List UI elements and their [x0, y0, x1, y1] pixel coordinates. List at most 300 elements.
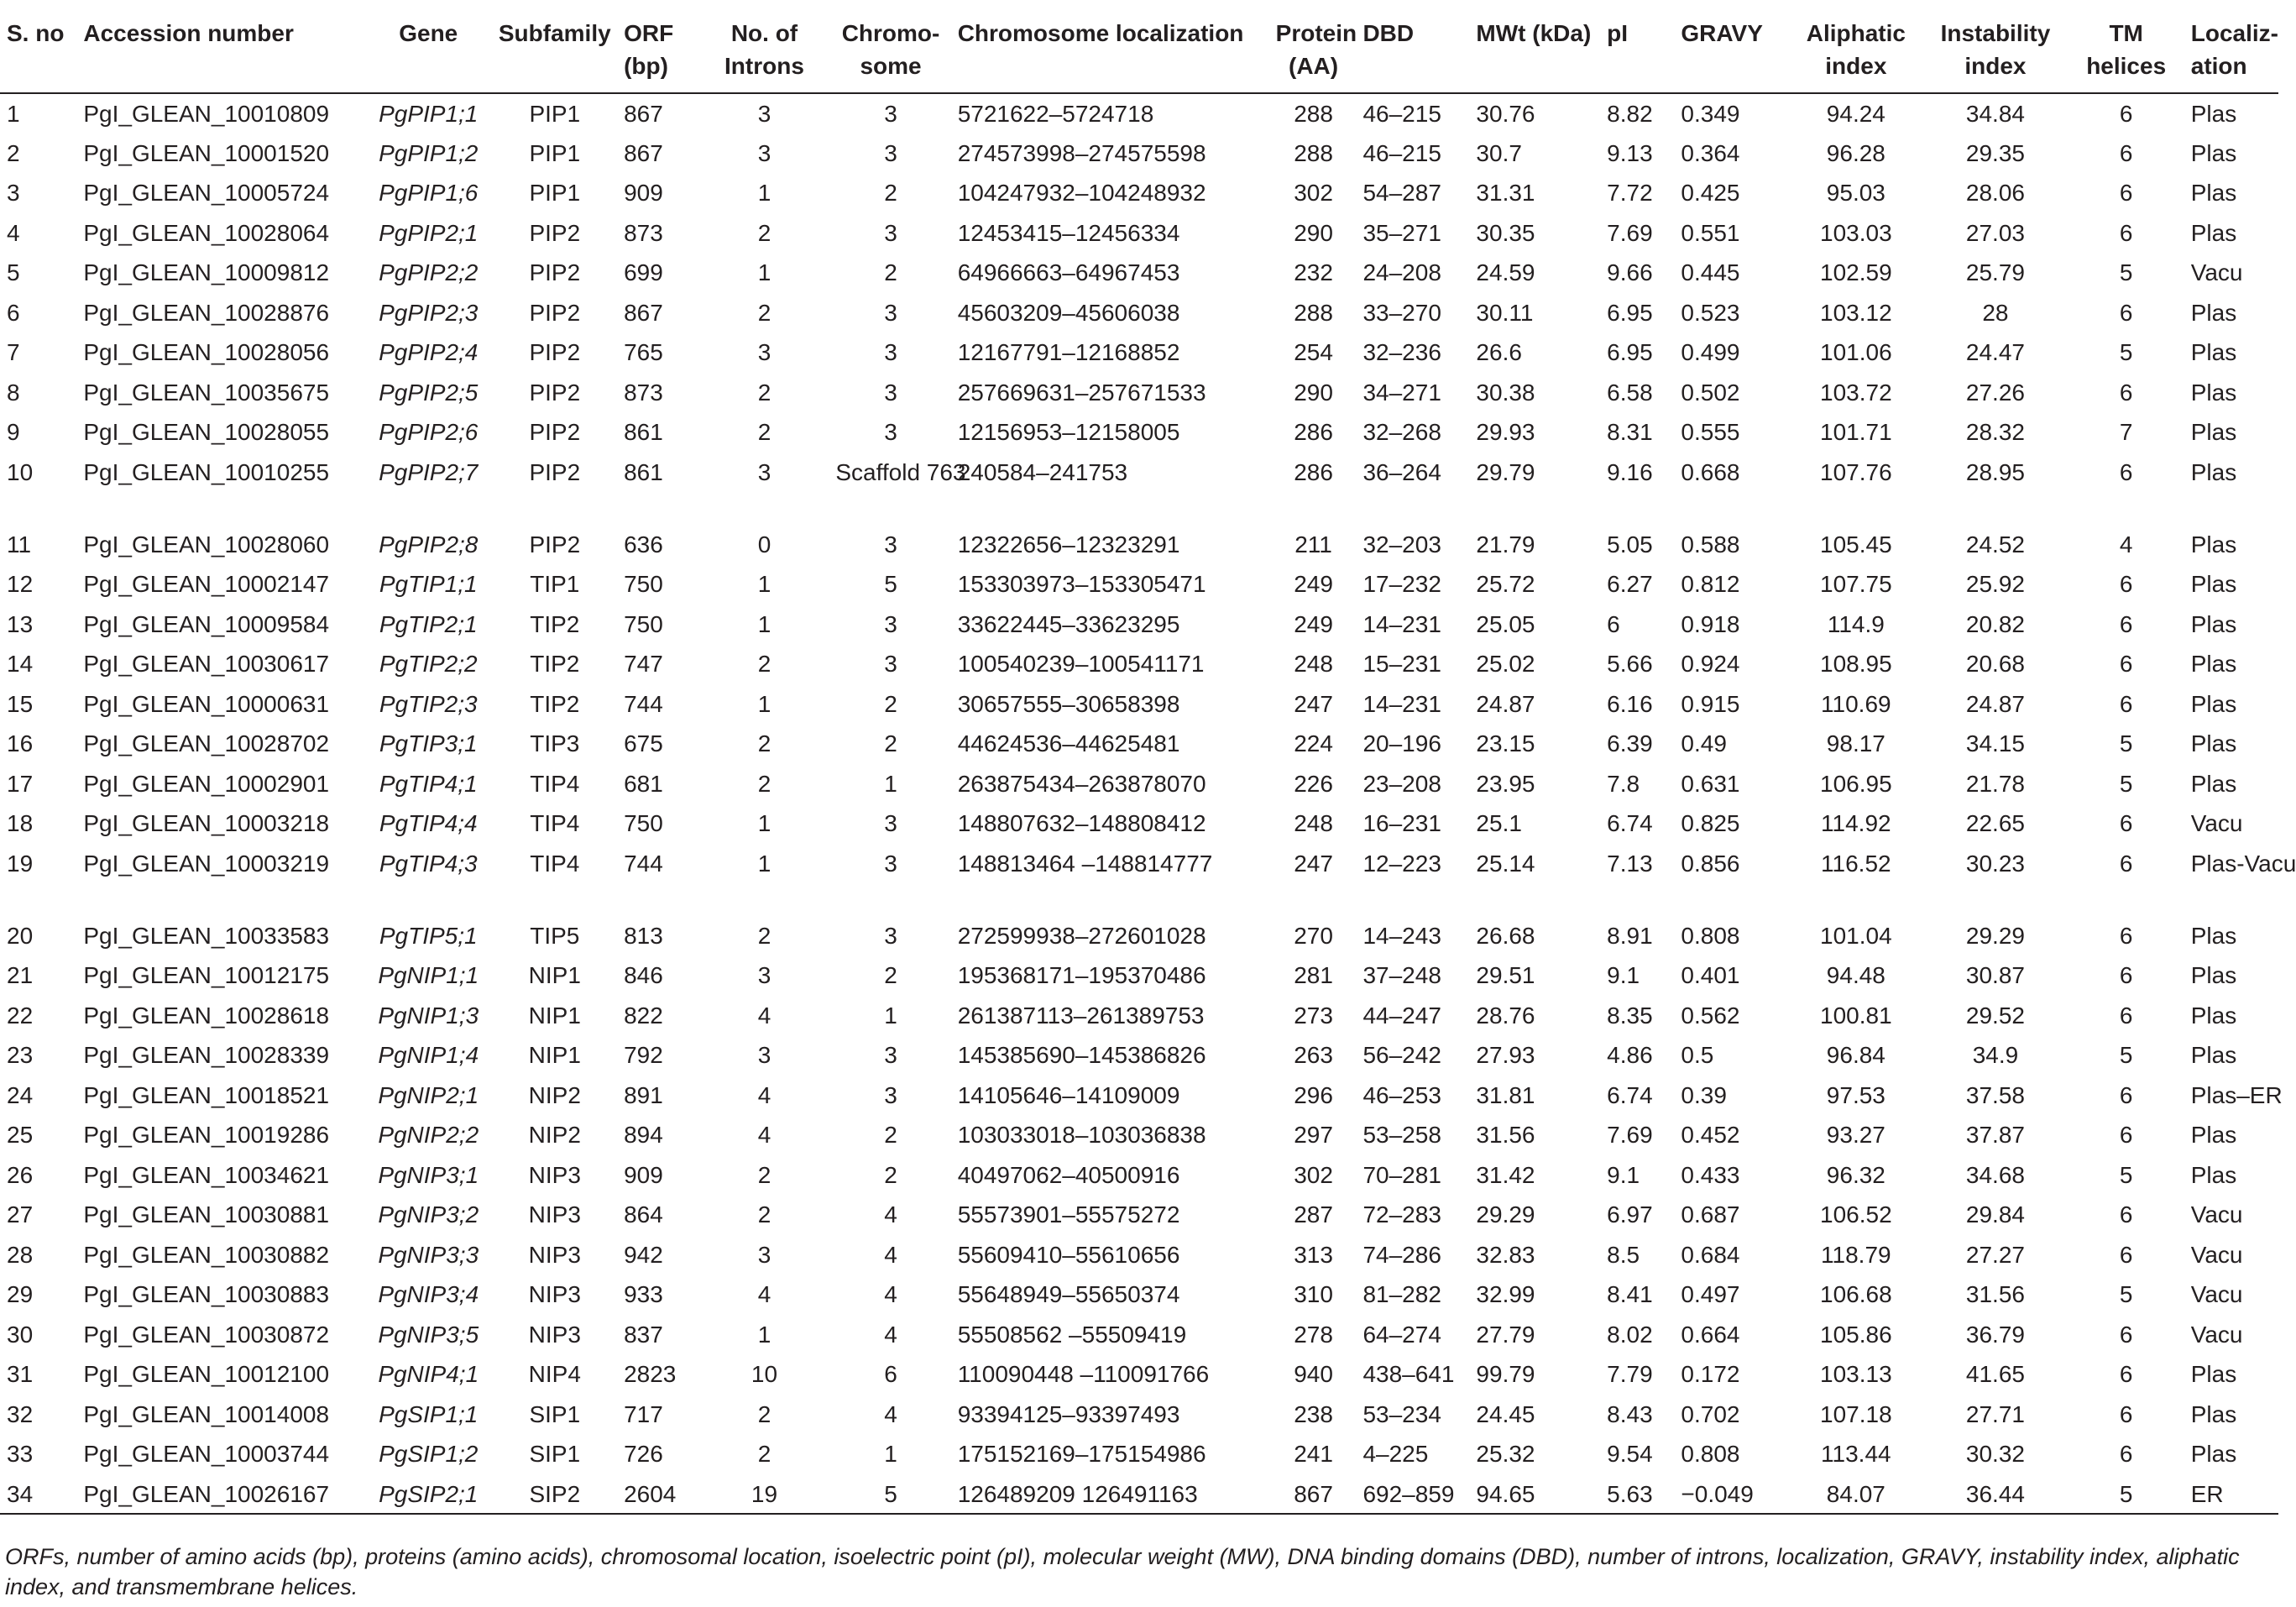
cell-acc: PgI_GLEAN_10012100	[83, 1361, 330, 1387]
cell-local: Vacu	[2190, 810, 2243, 836]
cell-mwt: 30.11	[1476, 299, 1534, 326]
cell-introns: 2	[757, 770, 771, 797]
cell-aliph: 107.18	[1820, 1400, 1892, 1427]
cell-pi: 8.35	[1607, 1002, 1653, 1029]
cell-acc: PgI_GLEAN_10028339	[83, 1042, 330, 1068]
table-row	[0, 764, 2278, 804]
cell-dbd: 20–196	[1362, 730, 1441, 756]
cell-mwt: 30.35	[1476, 219, 1535, 246]
table-row	[0, 93, 2278, 133]
cell-dbd: 72–283	[1362, 1201, 1441, 1227]
cell-loc: 126489209 126491163	[951, 1474, 1269, 1515]
cell-subfamily: NIP3	[528, 1321, 581, 1348]
cell-loc: 45603209–45606038	[957, 299, 1180, 326]
cell-subfamily: PIP1	[529, 101, 581, 127]
cell-local: Plas	[2190, 962, 2237, 988]
cell-gene: PgPIP2;3	[379, 299, 479, 326]
cell-loc: 100540239–100541171	[957, 651, 1205, 677]
cell-dbd: 33–270	[1362, 299, 1441, 326]
cell-orf: 861	[624, 458, 663, 485]
table-row	[0, 1474, 2278, 1515]
cell-aliph: 106.52	[1820, 1201, 1892, 1227]
cell-orf: 813	[624, 922, 663, 949]
cell-introns: 2	[757, 1441, 771, 1467]
cell-mwt: 23.95	[1476, 770, 1535, 797]
cell-chrom: 4	[884, 1241, 897, 1268]
cell-local: Vacu	[2190, 1241, 2243, 1268]
cell-acc: PgI_GLEAN_10028702	[83, 730, 330, 756]
cell-subfamily: PIP1	[529, 139, 581, 166]
cell-tm: 6	[2119, 299, 2133, 326]
cell-subfamily: SIP1	[529, 1441, 581, 1467]
cell-introns: 2	[757, 219, 771, 246]
cell-gravy: 0.684	[1681, 1241, 1740, 1268]
cell-sno: 2	[7, 139, 20, 166]
table-row	[0, 213, 2278, 254]
cell-mwt: 94.65	[1469, 1474, 1600, 1515]
cell-instab: 34.68	[1965, 1161, 2025, 1188]
cell-subfamily: NIP3	[528, 1281, 581, 1307]
cell-introns: 3	[757, 101, 771, 127]
cell-chrom: 4	[884, 1281, 897, 1307]
cell-instab: 27.26	[1965, 379, 2025, 406]
cell-gravy: 0.702	[1681, 1400, 1740, 1427]
cell-loc: 103033018–103036838	[957, 1122, 1206, 1148]
table-row	[0, 844, 2278, 916]
cell-protein: 224	[1294, 730, 1333, 756]
cell-sno: 13	[7, 610, 34, 637]
cell-dbd: 46–215	[1362, 139, 1441, 166]
cell-gene: PgPIP1;1	[379, 101, 479, 127]
cell-loc: 148813464 –148814777	[957, 850, 1213, 877]
table-row	[0, 684, 2278, 725]
column-header-tm: TM helices	[2067, 10, 2184, 93]
cell-pi: 9.16	[1607, 458, 1653, 485]
column-header-pi: pI	[1600, 10, 1674, 93]
cell-acc: PgI_GLEAN_10028064	[83, 219, 330, 246]
table-row	[0, 1275, 2278, 1315]
cell-orf: 894	[624, 1122, 663, 1148]
cell-loc: 263875434–263878070	[957, 770, 1206, 797]
cell-tm: 6	[2119, 1241, 2133, 1268]
cell-aliph: 107.75	[1820, 571, 1892, 597]
cell-sno: 5	[7, 259, 20, 285]
cell-orf: 873	[624, 219, 663, 246]
cell-pi: 5.05	[1607, 531, 1653, 557]
cell-instab: 36.79	[1965, 1321, 2025, 1348]
cell-aliph: 102.59	[1820, 259, 1892, 285]
cell-subfamily: NIP4	[528, 1361, 581, 1387]
cell-tm: 6	[2119, 219, 2133, 246]
table-row	[0, 412, 2278, 453]
cell-loc: 12453415–12456334	[957, 219, 1180, 246]
cell-aliph: 97.53	[1826, 1081, 1885, 1108]
cell-sno: 17	[7, 770, 34, 797]
cell-sno: 16	[7, 730, 34, 756]
column-header-gene: Gene	[364, 10, 491, 93]
cell-subfamily: TIP2	[530, 690, 580, 717]
cell-local: Vacu	[2190, 1321, 2243, 1348]
cell-mwt: 29.29	[1476, 1201, 1535, 1227]
cell-chrom: 2	[884, 962, 897, 988]
cell-gene: PgPIP2;1	[379, 219, 479, 246]
cell-gravy: 0.401	[1681, 962, 1740, 988]
cell-local: Plas	[2190, 571, 2237, 597]
cell-tm: 6	[2119, 571, 2133, 597]
cell-mwt: 25.05	[1476, 610, 1535, 637]
cell-gravy: 0.918	[1681, 610, 1740, 637]
cell-gravy: 0.856	[1681, 850, 1740, 877]
cell-mwt: 29.79	[1476, 458, 1535, 485]
cell-aliph: 84.07	[1787, 1474, 1922, 1515]
cell-pi: 6.27	[1607, 571, 1653, 597]
cell-sno: 24	[7, 1081, 34, 1108]
cell-local: Plas	[2190, 922, 2237, 949]
cell-pi: 8.91	[1607, 922, 1653, 949]
cell-subfamily: TIP2	[530, 651, 580, 677]
cell-subfamily: NIP1	[528, 1002, 581, 1029]
cell-gravy: 0.349	[1681, 101, 1740, 127]
table-row	[0, 453, 2278, 525]
cell-dbd: 12–223	[1362, 850, 1441, 877]
cell-aliph: 100.81	[1820, 1002, 1892, 1029]
cell-gene: PgTIP2;2	[379, 651, 478, 677]
cell-introns: 1	[757, 850, 771, 877]
cell-tm: 6	[2119, 139, 2133, 166]
cell-sno: 22	[7, 1002, 34, 1029]
cell-protein: 286	[1294, 458, 1333, 485]
cell-gravy: 0.924	[1681, 651, 1740, 677]
cell-mwt: 26.68	[1476, 922, 1535, 949]
cell-dbd: 34–271	[1362, 379, 1441, 406]
cell-chrom: 3	[884, 922, 897, 949]
cell-gravy: 0.664	[1681, 1321, 1740, 1348]
cell-protein: 302	[1294, 1161, 1333, 1188]
cell-acc: PgI_GLEAN_10028056	[83, 339, 330, 365]
cell-pi: 9.66	[1607, 259, 1653, 285]
table-row	[0, 1434, 2278, 1474]
cell-introns: 2	[757, 922, 771, 949]
cell-introns: 2	[757, 730, 771, 756]
cell-chrom: 2	[884, 180, 897, 206]
cell-sno: 15	[7, 690, 34, 717]
cell-pi: 6.16	[1607, 690, 1653, 717]
cell-sno: 26	[7, 1161, 34, 1188]
cell-protein: 310	[1294, 1281, 1333, 1307]
cell-acc: PgI_GLEAN_10014008	[83, 1400, 330, 1427]
cell-gene: PgNIP3;2	[378, 1201, 479, 1227]
cell-sno: 6	[7, 299, 20, 326]
cell-local: Plas	[2190, 419, 2237, 445]
cell-protein: 226	[1294, 770, 1333, 797]
cell-gene: PgPIP1;2	[379, 139, 479, 166]
cell-introns: 1	[757, 1321, 771, 1348]
cell-acc: PgI_GLEAN_10002147	[83, 571, 330, 597]
cell-mwt: 24.87	[1476, 690, 1535, 717]
cell-subfamily: PIP1	[529, 180, 581, 206]
cell-mwt: 24.45	[1476, 1400, 1535, 1427]
cell-tm: 6	[2119, 101, 2133, 127]
table-row	[0, 564, 2278, 605]
cell-protein: 238	[1294, 1400, 1333, 1427]
cell-subfamily: NIP3	[528, 1201, 581, 1227]
cell-aliph: 96.32	[1826, 1161, 1885, 1188]
cell-pi: 6.74	[1607, 1081, 1653, 1108]
cell-acc: PgI_GLEAN_10028060	[83, 531, 330, 557]
cell-tm: 6	[2119, 922, 2133, 949]
cell-pi: 7.13	[1607, 850, 1653, 877]
table-row	[0, 1395, 2278, 1435]
cell-tm: 5	[2067, 1474, 2184, 1515]
cell-loc: 148807632–148808412	[957, 810, 1206, 836]
cell-subfamily: PIP2	[529, 299, 581, 326]
cell-mwt: 25.72	[1476, 571, 1535, 597]
cell-introns: 1	[757, 571, 771, 597]
cell-protein: 263	[1294, 1042, 1333, 1068]
cell-local: Plas	[2190, 180, 2237, 206]
cell-subfamily: TIP2	[530, 610, 580, 637]
cell-subfamily: NIP2	[528, 1122, 581, 1148]
cell-gravy: 0.497	[1681, 1281, 1740, 1307]
cell-mwt: 30.76	[1476, 101, 1535, 127]
cell-introns: 3	[757, 1241, 771, 1268]
cell-chrom: 1	[884, 1002, 897, 1029]
cell-gravy: −0.049	[1674, 1474, 1787, 1515]
cell-loc: 33622445–33623295	[957, 610, 1180, 637]
cell-protein: 288	[1294, 139, 1333, 166]
cell-subfamily: PIP2	[529, 219, 581, 246]
cell-local: Plas	[2190, 1361, 2237, 1387]
cell-acc: PgI_GLEAN_10028876	[83, 299, 330, 326]
cell-orf: 744	[624, 850, 663, 877]
cell-gravy: 0.425	[1681, 180, 1740, 206]
cell-sno: 29	[7, 1281, 34, 1307]
cell-instab: 41.65	[1965, 1361, 2025, 1387]
column-header-mwt: MWt (kDa)	[1469, 10, 1600, 93]
cell-mwt: 31.81	[1476, 1081, 1535, 1108]
cell-acc: PgI_GLEAN_10028618	[83, 1002, 330, 1029]
cell-tm: 6	[2119, 180, 2133, 206]
cell-chrom: 3	[884, 850, 897, 877]
cell-sno: 23	[7, 1042, 34, 1068]
table-row	[0, 525, 2278, 565]
column-header-gravy: GRAVY	[1674, 10, 1787, 93]
cell-gene: PgTIP1;1	[379, 571, 478, 597]
cell-acc: PgI_GLEAN_10030882	[83, 1241, 330, 1268]
cell-mwt: 30.7	[1476, 139, 1522, 166]
cell-dbd: 36–264	[1362, 458, 1441, 485]
cell-local: Plas	[2190, 1441, 2237, 1467]
cell-gene: PgNIP4;1	[378, 1361, 479, 1387]
cell-loc: 64966663–64967453	[957, 259, 1180, 285]
cell-chrom: 2	[884, 259, 897, 285]
cell-tm: 4	[2119, 531, 2133, 557]
cell-chrom: 4	[884, 1321, 897, 1348]
cell-gravy: 0.825	[1681, 810, 1740, 836]
cell-introns: 3	[757, 1042, 771, 1068]
cell-gravy: 0.808	[1681, 1441, 1740, 1467]
cell-introns: 0	[757, 531, 771, 557]
cell-orf: 792	[624, 1042, 663, 1068]
cell-chrom: 3	[884, 1042, 897, 1068]
cell-tm: 6	[2119, 379, 2133, 406]
cell-gene: PgPIP2;6	[379, 419, 479, 445]
cell-dbd: 81–282	[1362, 1281, 1441, 1307]
cell-introns: 4	[757, 1002, 771, 1029]
cell-gene: PgPIP2;5	[379, 379, 479, 406]
cell-dbd: 4–225	[1362, 1441, 1429, 1467]
cell-tm: 5	[2119, 770, 2133, 797]
cell-tm: 7	[2119, 419, 2133, 445]
cell-tm: 5	[2119, 339, 2133, 365]
cell-gene: PgTIP4;1	[379, 770, 478, 797]
cell-instab: 31.56	[1965, 1281, 2025, 1307]
cell-instab: 22.65	[1965, 810, 2025, 836]
cell-orf: 2604	[617, 1474, 698, 1515]
cell-dbd: 692–859	[1356, 1474, 1469, 1515]
cell-subfamily: NIP1	[528, 962, 581, 988]
cell-acc: PgI_GLEAN_10033583	[83, 922, 330, 949]
cell-aliph: 96.28	[1826, 139, 1885, 166]
cell-gravy: 0.915	[1681, 690, 1740, 717]
cell-mwt: 27.79	[1476, 1321, 1535, 1348]
column-header-instab: Instability index	[1922, 10, 2066, 93]
cell-pi: 8.82	[1607, 101, 1653, 127]
cell-mwt: 25.32	[1476, 1441, 1535, 1467]
cell-acc: PgI_GLEAN_10012175	[83, 962, 330, 988]
cell-aliph: 95.03	[1826, 180, 1885, 206]
cell-loc: 175152169–175154986	[957, 1441, 1206, 1467]
cell-introns: 4	[757, 1122, 771, 1148]
cell-mwt: 23.15	[1476, 730, 1535, 756]
cell-aliph: 93.27	[1826, 1122, 1885, 1148]
cell-orf: 765	[624, 339, 663, 365]
cell-tm: 6	[2119, 1321, 2133, 1348]
cell-dbd: 17–232	[1362, 571, 1441, 597]
cell-protein: 247	[1294, 690, 1333, 717]
cell-introns: 10	[751, 1361, 778, 1387]
cell-instab: 29.84	[1965, 1201, 2025, 1227]
cell-gene: PgPIP2;2	[379, 259, 479, 285]
cell-orf: 867	[624, 299, 663, 326]
cell-mwt: 30.38	[1476, 379, 1535, 406]
cell-instab: 30.32	[1965, 1441, 2025, 1467]
cell-aliph: 118.79	[1821, 1241, 1891, 1268]
cell-protein: 940	[1294, 1361, 1333, 1387]
cell-protein: 287	[1294, 1201, 1333, 1227]
cell-aliph: 108.95	[1820, 651, 1892, 677]
cell-chrom: 4	[884, 1400, 897, 1427]
cell-aliph: 116.52	[1821, 850, 1891, 877]
cell-protein: 288	[1294, 299, 1333, 326]
cell-protein: 241	[1294, 1441, 1333, 1467]
cell-tm: 6	[2119, 1201, 2133, 1227]
cell-local: Plas	[2190, 339, 2237, 365]
cell-acc: PgI_GLEAN_10030872	[83, 1321, 330, 1348]
cell-orf: 837	[624, 1321, 663, 1348]
cell-sno: 1	[7, 101, 20, 127]
cell-protein: 278	[1294, 1321, 1333, 1348]
cell-subfamily: NIP3	[528, 1241, 581, 1268]
cell-gravy: 0.812	[1681, 571, 1740, 597]
cell-loc: 153303973–153305471	[957, 571, 1206, 597]
cell-acc: PgI_GLEAN_10009584	[83, 610, 330, 637]
cell-local: Plas	[2190, 610, 2237, 637]
cell-orf: 744	[624, 690, 663, 717]
cell-introns: 1	[757, 810, 771, 836]
cell-instab: 30.87	[1965, 962, 2025, 988]
cell-chrom: 3	[884, 1081, 897, 1108]
cell-gene: PgSIP2;1	[364, 1474, 491, 1515]
cell-pi: 9.1	[1607, 1161, 1640, 1188]
cell-orf: 846	[624, 962, 663, 988]
cell-pi: 8.5	[1607, 1241, 1640, 1268]
cell-aliph: 101.06	[1820, 339, 1892, 365]
cell-pi: 9.13	[1607, 139, 1653, 166]
cell-chrom: Scaffold 763	[835, 458, 966, 485]
table-row	[0, 1195, 2278, 1235]
cell-instab: 29.29	[1965, 922, 2025, 949]
cell-tm: 6	[2119, 850, 2133, 877]
cell-aliph: 105.45	[1820, 531, 1892, 557]
cell-chrom: 3	[884, 139, 897, 166]
cell-aliph: 110.69	[1821, 690, 1891, 717]
cell-local: Plas–ER	[2190, 1081, 2283, 1108]
cell-instab: 28.95	[1965, 458, 2025, 485]
cell-sno: 27	[7, 1201, 34, 1227]
cell-gravy: 0.668	[1681, 458, 1740, 485]
cell-subfamily: TIP4	[530, 770, 580, 797]
cell-introns: 1	[757, 259, 771, 285]
cell-acc: PgI_GLEAN_10005724	[83, 180, 330, 206]
cell-pi: 8.02	[1607, 1321, 1653, 1348]
cell-instab: 37.87	[1965, 1122, 2025, 1148]
cell-pi: 6.97	[1607, 1201, 1653, 1227]
cell-acc: PgI_GLEAN_10000631	[83, 690, 330, 717]
cell-gene: PgNIP1;3	[378, 1002, 479, 1029]
cell-loc: 257669631–257671533	[957, 379, 1206, 406]
table-row	[0, 996, 2278, 1036]
cell-pi: 7.8	[1607, 770, 1640, 797]
cell-local: Plas	[2190, 101, 2237, 127]
cell-instab: 37.58	[1965, 1081, 2025, 1108]
cell-loc: 30657555–30658398	[957, 690, 1180, 717]
cell-chrom: 3	[884, 419, 897, 445]
cell-chrom: 3	[884, 379, 897, 406]
cell-pi: 5.63	[1600, 1474, 1674, 1515]
cell-pi: 6	[1607, 610, 1620, 637]
column-header-loc: Chromosome localization	[951, 10, 1269, 93]
cell-loc: 261387113–261389753	[957, 1002, 1205, 1029]
cell-gravy: 0.631	[1681, 770, 1740, 797]
cell-gravy: 0.445	[1681, 259, 1740, 285]
cell-dbd: 54–287	[1362, 180, 1441, 206]
cell-protein: 290	[1294, 379, 1333, 406]
cell-dbd: 438–641	[1362, 1361, 1455, 1387]
cell-introns: 3	[757, 458, 771, 485]
cell-protein: 211	[1294, 531, 1332, 557]
cell-sno: 7	[7, 339, 20, 365]
cell-subfamily: PIP2	[529, 379, 581, 406]
cell-gravy: 0.5	[1681, 1042, 1714, 1068]
cell-tm: 6	[2119, 610, 2133, 637]
table-header-row	[0, 10, 2278, 93]
cell-gene: PgSIP1;1	[379, 1400, 479, 1427]
cell-tm: 6	[2119, 1361, 2133, 1387]
cell-instab: 36.44	[1922, 1474, 2066, 1515]
cell-instab: 25.79	[1965, 259, 2025, 285]
cell-loc: 145385690–145386826	[957, 1042, 1206, 1068]
